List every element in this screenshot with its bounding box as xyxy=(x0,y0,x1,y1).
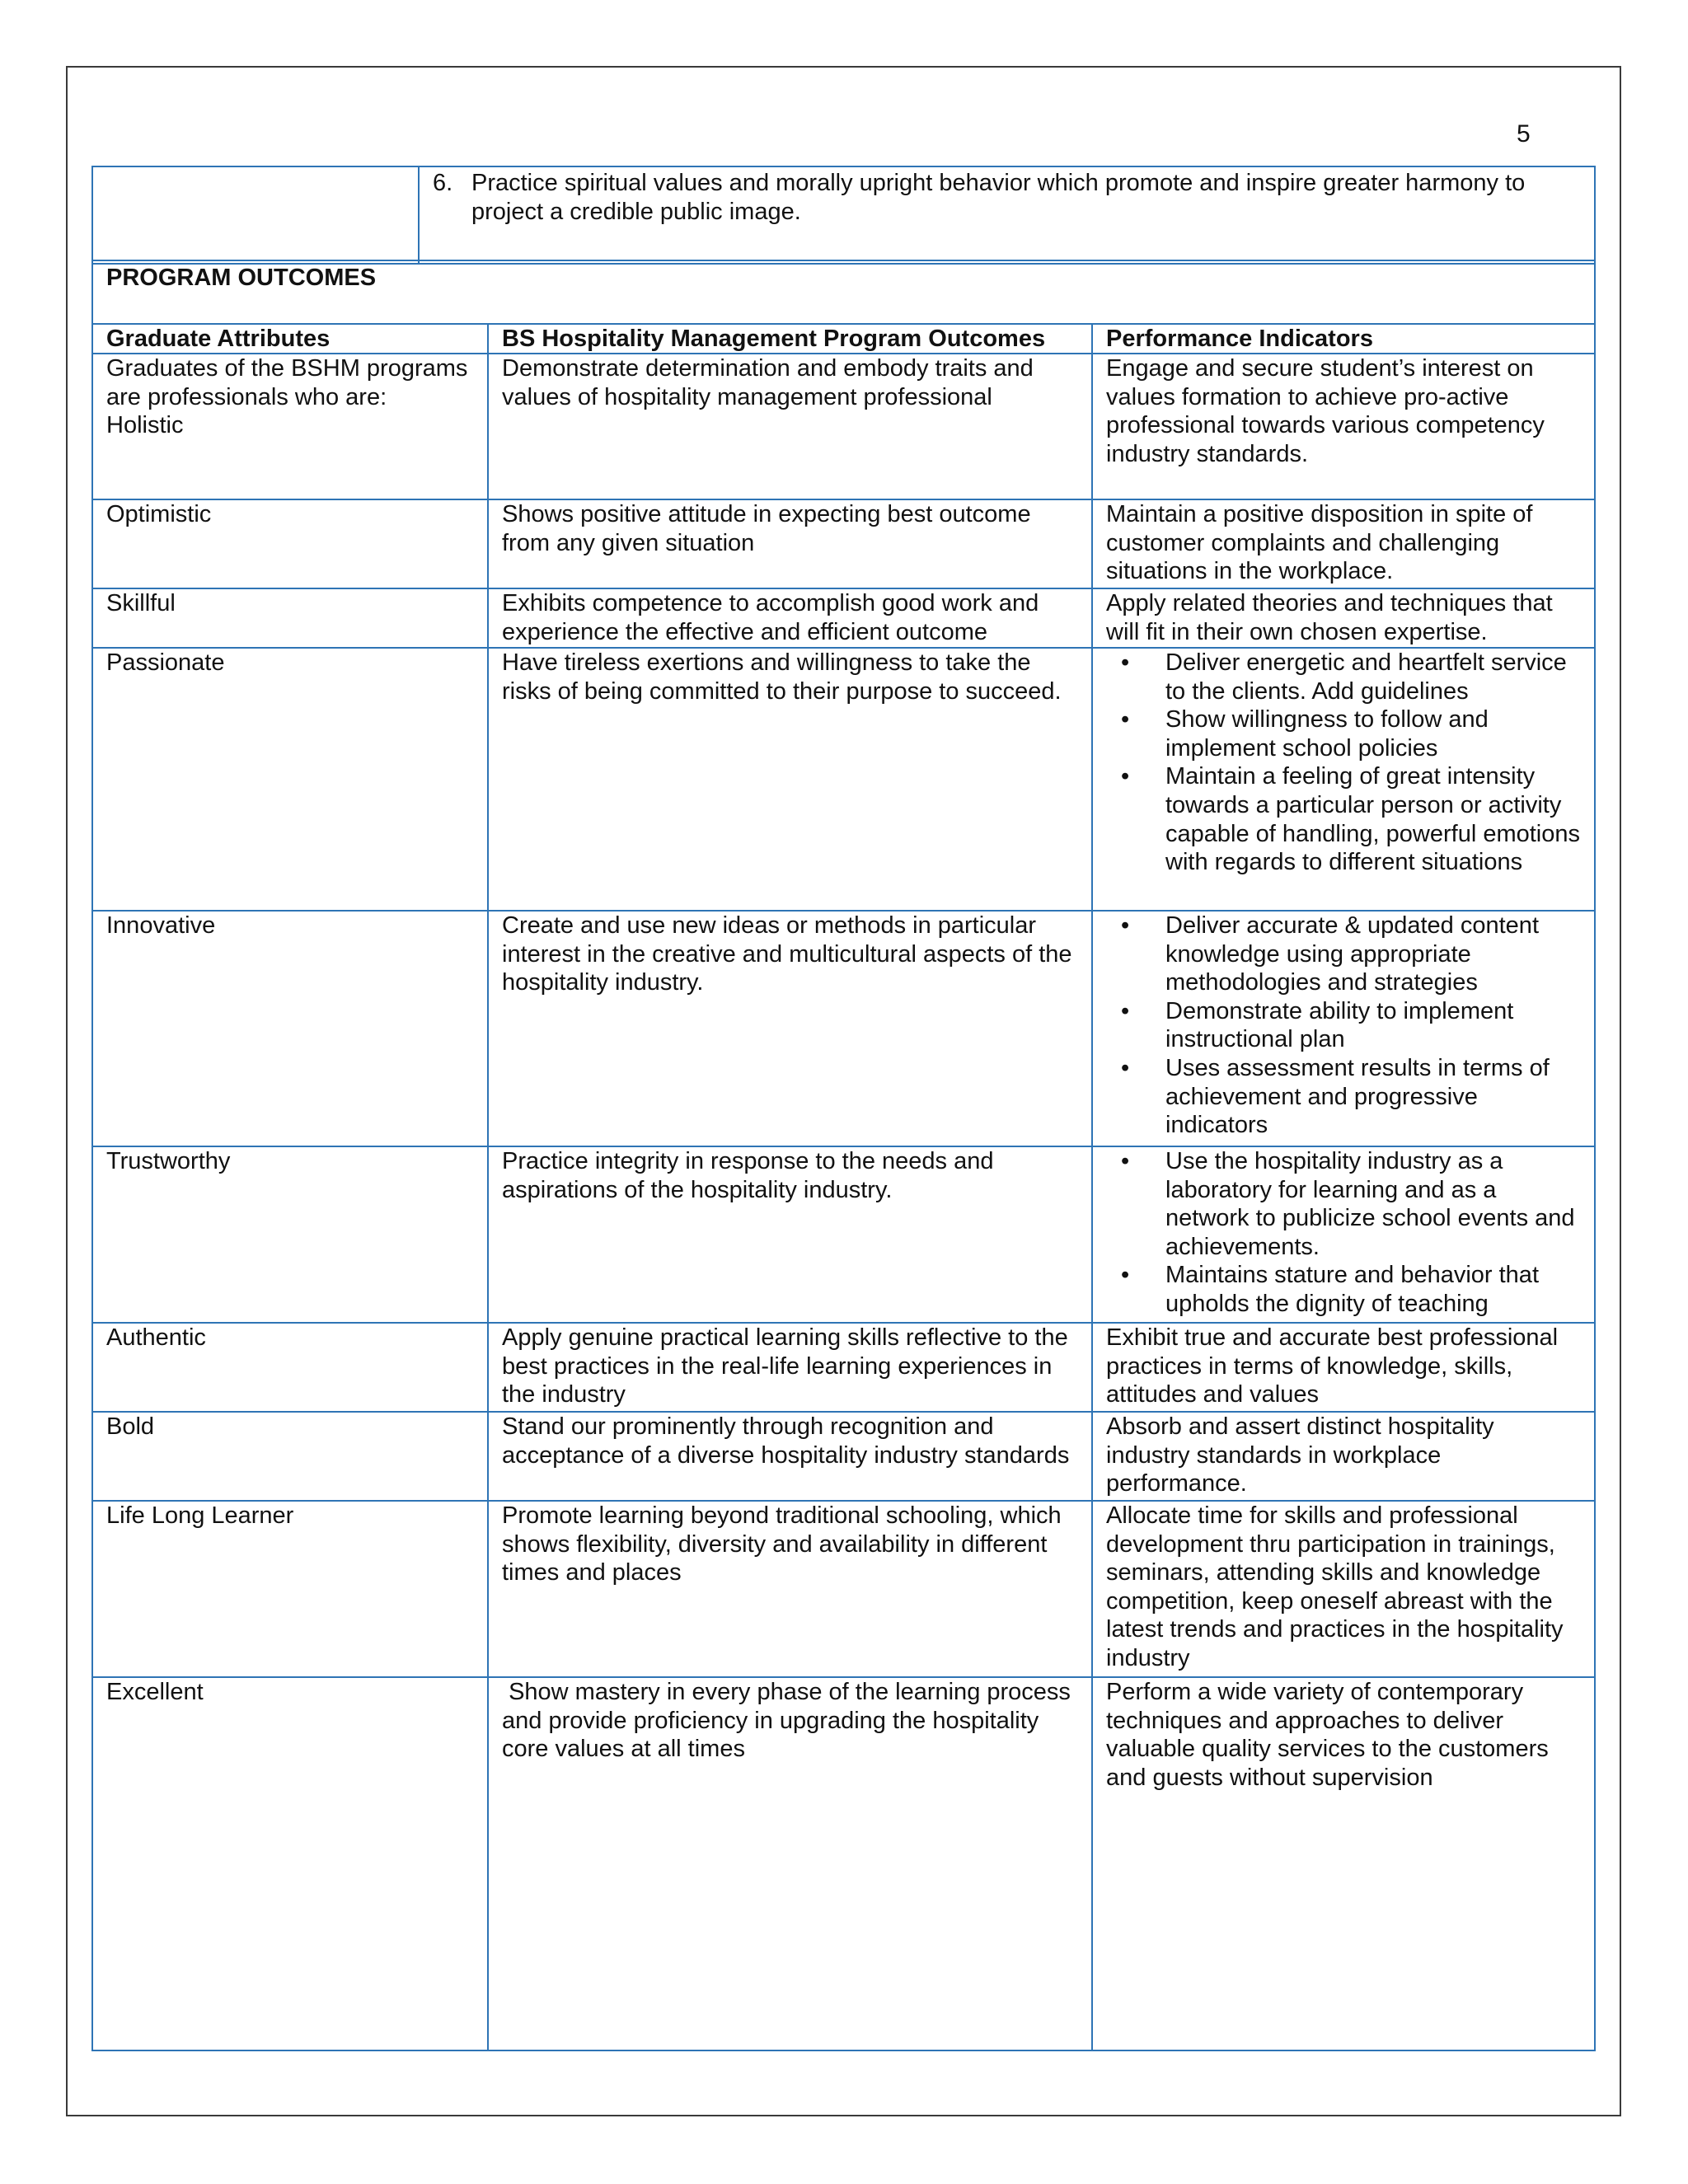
outcome-text: Exhibits competence to accomplish good work and experience the effective and efficient outcome xyxy=(502,590,1046,645)
attribute-text: Authentic xyxy=(106,1324,206,1351)
header-attribute: Graduate Attributes xyxy=(92,324,488,354)
list-item: • Uses assessment results in terms of achievement and progressive indicators xyxy=(1165,1054,1581,1140)
attribute-cell xyxy=(92,1677,488,2050)
section-title: PROGRAM OUTCOMES xyxy=(92,260,1595,324)
item-number: 6. xyxy=(433,170,453,196)
outcome-cell xyxy=(488,1412,1092,1501)
section-row xyxy=(92,260,1595,324)
outcome-cell xyxy=(488,588,1092,648)
outcome-cell xyxy=(488,1146,1092,1323)
table-row xyxy=(92,166,1595,264)
attribute-cell xyxy=(92,588,488,648)
table-row xyxy=(92,1323,1595,1412)
outcome-text: Promote learning beyond traditional schooling, which shows flexibility, diversity and availability in different times and places xyxy=(502,1502,1068,1586)
indicator-cell xyxy=(1092,648,1595,911)
table-body xyxy=(92,354,1595,2050)
attribute-cell xyxy=(92,1501,488,1677)
outcome-text: Demonstrate determination and embody traits and values of hospitality management professional xyxy=(502,355,1040,410)
outcome-text: Shows positive attitude in expecting best outcome from any given situation xyxy=(502,501,1038,556)
outcome-text: Create and use new ideas or methods in particular interest in the creative and multicultural aspects of the hospitality industry. xyxy=(502,912,1079,996)
indicator-text: Maintain a positive disposition in spite of customer complaints and challenging situations in the workplace. xyxy=(1106,501,1533,585)
attribute-text: Life Long Learner xyxy=(106,1502,294,1529)
spiritual-values-table xyxy=(91,166,1596,265)
indicator-cell xyxy=(1092,588,1595,648)
indicator-text: Exhibit true and accurate best professional practices in terms of knowledge, skills, attitudes and values xyxy=(1106,1324,1559,1408)
item-text: Practice spiritual values and morally upright behavior which promote and inspire greater harmony to project a credible public image. xyxy=(471,170,1526,225)
table-row xyxy=(92,1501,1595,1677)
indicator-cell xyxy=(1092,354,1595,499)
indicator-list xyxy=(1106,1147,1581,1319)
attribute-cell xyxy=(92,354,488,499)
attribute-cell xyxy=(92,648,488,911)
outcome-cell xyxy=(488,648,1092,911)
program-outcomes-table xyxy=(91,260,1596,2051)
outcome-cell xyxy=(488,354,1092,499)
list-item: • Maintain a feeling of great intensity towards a particular person or activity capable of handling, powerful emotions with regards to different situations xyxy=(1165,762,1581,876)
attribute-text: Optimistic xyxy=(106,501,212,527)
indicator-cell xyxy=(1092,1677,1595,2050)
indicator-cell xyxy=(1092,1412,1595,1501)
list-item: • Deliver accurate & updated content knowledge using appropriate methodologies and strategies xyxy=(1165,912,1581,997)
attribute-cell xyxy=(92,1412,488,1501)
outcome-cell xyxy=(488,1677,1092,2050)
indicator-text: Allocate time for skills and professional development thru participation in trainings, seminars, attending skills and knowledge competition, keep oneself abreast with the latest trends and practices in the hospitality industry xyxy=(1106,1502,1564,1671)
indicator-text: Apply related theories and techniques that will fit in their own chosen expertise. xyxy=(1106,590,1553,645)
attribute-cell xyxy=(92,499,488,588)
attribute-text: Graduates of the BSHM programs are professionals who are: xyxy=(106,355,468,410)
outcome-cell xyxy=(488,499,1092,588)
attribute-text: Excellent xyxy=(106,1679,204,1705)
indicator-text: Perform a wide variety of contemporary techniques and approaches to deliver valuable quality services to the customers and guests without supervision xyxy=(1106,1679,1549,1791)
attribute-cell xyxy=(92,1146,488,1323)
outcome-cell xyxy=(488,1501,1092,1677)
table-row xyxy=(92,1677,1595,2050)
attribute-cell xyxy=(92,1323,488,1412)
attribute-text: Skillful xyxy=(106,590,176,616)
outcome-cell xyxy=(488,911,1092,1146)
indicator-cell xyxy=(1092,1323,1595,1412)
list-item: • Show willingness to follow and implement school policies xyxy=(1165,705,1581,762)
indicator-text: Absorb and assert distinct hospitality industry standards in workplace performance. xyxy=(1106,1413,1494,1497)
outcome-text: Apply genuine practical learning skills reflective to the best practices in the real-life learning experiences in the industry xyxy=(502,1324,1075,1408)
attribute-text: Trustworthy xyxy=(106,1148,231,1174)
outcome-text: Show mastery in every phase of the learning process and provide proficiency in upgrading the hospitality core values at all times xyxy=(502,1679,1077,1763)
header-row xyxy=(92,324,1595,354)
attribute-cell xyxy=(92,911,488,1146)
indicator-text: Engage and secure student’s interest on values formation to achieve pro-active professional towards various competency industry standards. xyxy=(1106,355,1545,467)
indicator-cell xyxy=(1092,1146,1595,1323)
table-row xyxy=(92,911,1595,1146)
table-row xyxy=(92,499,1595,588)
indicator-cell xyxy=(1092,1501,1595,1677)
list-item: • Demonstrate ability to implement instructional plan xyxy=(1165,997,1581,1054)
indicator-list xyxy=(1106,912,1581,1140)
table-row xyxy=(92,1412,1595,1501)
list-item: • Maintains stature and behavior that upholds the dignity of teaching xyxy=(1165,1261,1581,1318)
attribute-text: Holistic xyxy=(106,412,184,439)
table-row xyxy=(92,354,1595,499)
outcome-text: Stand our prominently through recognition and acceptance of a diverse hospitality industry standards xyxy=(502,1413,1070,1469)
indicator-list xyxy=(1106,649,1581,877)
attribute-text: Bold xyxy=(106,1413,155,1440)
list-item: • Deliver energetic and heartfelt service to the clients. Add guidelines xyxy=(1165,649,1581,705)
attribute-text: Innovative xyxy=(106,912,216,939)
table-row xyxy=(92,588,1595,648)
table-row xyxy=(92,648,1595,911)
header-outcome: BS Hospitality Management Program Outcomes xyxy=(488,324,1092,354)
list-item: • Use the hospitality industry as a laboratory for learning and as a network to publicize school events and achievements. xyxy=(1165,1147,1581,1261)
table-row xyxy=(92,1146,1595,1323)
outcome-text: Have tireless exertions and willingness to take the risks of being committed to their purpose to succeed. xyxy=(502,649,1062,705)
numbered-item-cell xyxy=(419,166,1595,264)
indicator-cell xyxy=(1092,911,1595,1146)
attribute-text: Passionate xyxy=(106,649,225,676)
empty-cell xyxy=(92,166,419,264)
header-indicator: Performance Indicators xyxy=(1092,324,1595,354)
outcome-text: Practice integrity in response to the needs and aspirations of the hospitality industry. xyxy=(502,1148,1001,1203)
page-number: 5 xyxy=(1517,120,1531,148)
indicator-cell xyxy=(1092,499,1595,588)
outcome-cell xyxy=(488,1323,1092,1412)
